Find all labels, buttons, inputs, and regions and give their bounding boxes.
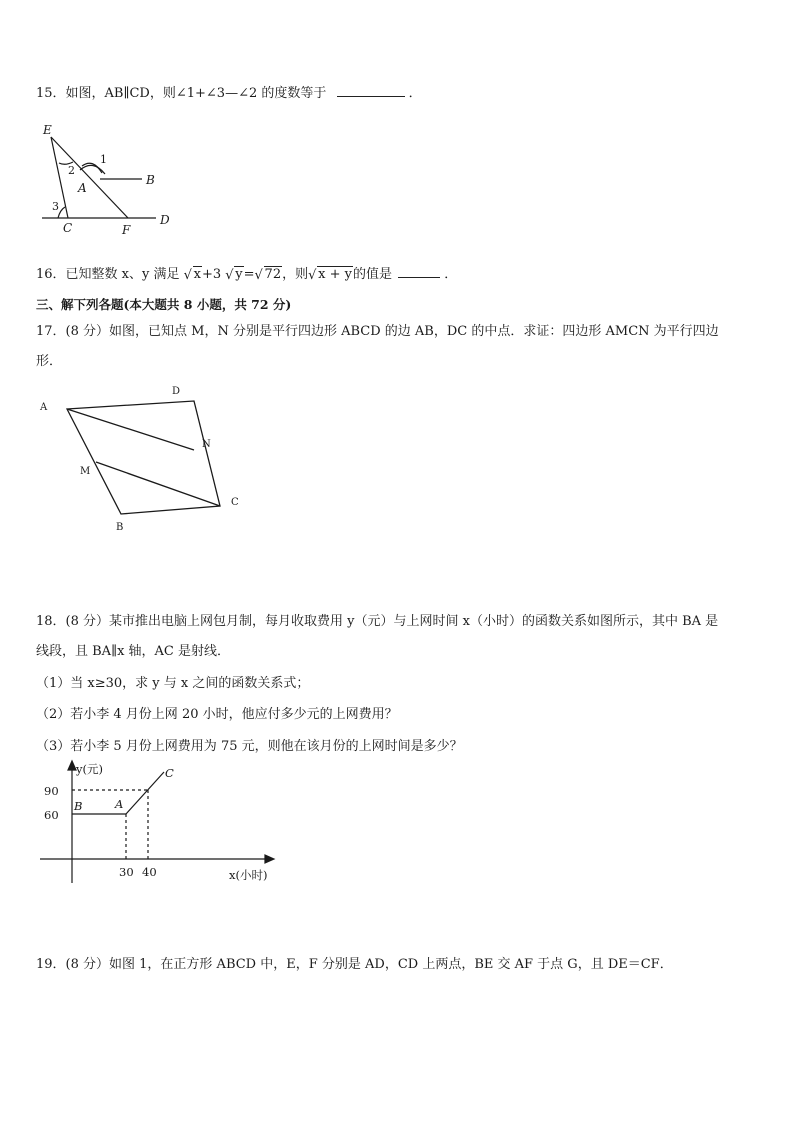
q18-line-1: 18．(8 分）某市推出电脑上网包月制，每月收取费用 y（元）与上网时间 x（小时）的函数关系如图所示，其中 BA 是 (36, 614, 719, 629)
question-15 (36, 82, 422, 104)
radical-sign: √ (183, 268, 192, 283)
section-3-heading: 三、解下列各题(本大题共 8 小题，共 72 分) (36, 297, 292, 312)
q15-line-EF (51, 137, 128, 218)
q18-y-axis-label: y(元) (76, 762, 103, 776)
q15-figure (30, 118, 180, 240)
q17-label-N: N (202, 439, 211, 450)
q16-sqrt-x: √ x (184, 265, 202, 285)
radical-sign: √ (308, 268, 317, 283)
q19-line-1: 19．(8 分）如图 1，在正方形 ABCD 中，E，F 分别是 AD，CD 上两点，BE 交 AF 于点 G，且 DE＝CF． (36, 957, 673, 972)
q18-sub-1: （1）当 x≥30，求 y 与 x 之间的函数关系式； (36, 676, 310, 691)
q15-label-A: A (78, 181, 87, 195)
q16-sqrt-72: √ 72 (255, 265, 283, 285)
q15-tail: ． (408, 86, 422, 101)
q16-plus3: +3 (201, 267, 222, 282)
q15-label-F: F (122, 223, 131, 237)
q15-label-3: 3 (52, 200, 59, 213)
radical-sign: √ (225, 268, 234, 283)
q17-parallelogram-ABCD (67, 401, 220, 514)
q15-angle-3-arc (58, 207, 65, 218)
q15-label-D: D (160, 213, 170, 227)
q15-label-1: 1 (100, 153, 107, 166)
q18-x-axis-label: x(小时) (229, 868, 268, 882)
q18-sub-2: （2）若小李 4 月份上网 20 小时，他应付多少元的上网费用？ (36, 707, 398, 722)
q15-label-2: 2 (68, 164, 75, 177)
q18-point-B-label: B (74, 799, 83, 813)
q15-answer-blank[interactable] (337, 82, 405, 97)
q18-line-2: 线段，且 BA∥x 轴，AC 是射线． (36, 644, 231, 659)
q17-label-M: M (80, 466, 91, 477)
q18-ray-AC (126, 772, 164, 814)
q17-figure (30, 380, 250, 540)
q16-answer-blank[interactable] (398, 263, 440, 278)
q17-line-AN (67, 409, 194, 450)
q16-sqrt-y: √ y (225, 265, 243, 285)
q16-mid: ，则 (282, 267, 309, 282)
q15-text: 15．如图，AB∥CD，则∠1+∠3—∠2 的度数等于 (36, 86, 327, 101)
q15-label-B: B (146, 173, 155, 187)
q17-line-2: 形． (36, 354, 63, 369)
q18-x-tick-40: 40 (142, 865, 157, 879)
q16-tail: ． (444, 267, 458, 282)
q17-label-A: A (40, 402, 48, 413)
q18-y-tick-60: 60 (44, 808, 59, 822)
q16-suffix: 的值是 (352, 267, 392, 282)
q18-graph (30, 755, 290, 890)
q16-prefix: 16．已知整数 x、y 满足 (36, 267, 180, 282)
q16-sqrt-xy: √ x + y (308, 265, 353, 285)
question-16 (36, 263, 457, 285)
radical-sign: √ (254, 268, 263, 283)
q17-label-C: C (231, 497, 239, 508)
q18-sub-3: （3）若小李 5 月份上网费用为 75 元，则他在该月份的上网时间是多少？ (36, 739, 463, 754)
q15-label-C: C (63, 221, 73, 235)
q18-y-tick-90: 90 (44, 784, 59, 798)
q18-y-axis-arrow (68, 761, 76, 770)
q17-line-MC (96, 462, 220, 506)
q18-point-A-label: A (115, 797, 124, 811)
q18-point-C-label: C (165, 766, 174, 780)
q17-label-B: B (116, 522, 124, 533)
q17-line-1: 17．(8 分）如图，已知点 M，N 分别是平行四边形 ABCD 的边 AB，DC 的中点．求证：四边形 AMCN 为平行四边 (36, 324, 719, 339)
q17-label-D: D (172, 386, 181, 397)
q18-x-tick-30: 30 (119, 865, 134, 879)
q15-label-E: E (43, 123, 52, 137)
q18-x-axis-arrow (265, 855, 274, 863)
q16-eq: = (243, 267, 255, 282)
